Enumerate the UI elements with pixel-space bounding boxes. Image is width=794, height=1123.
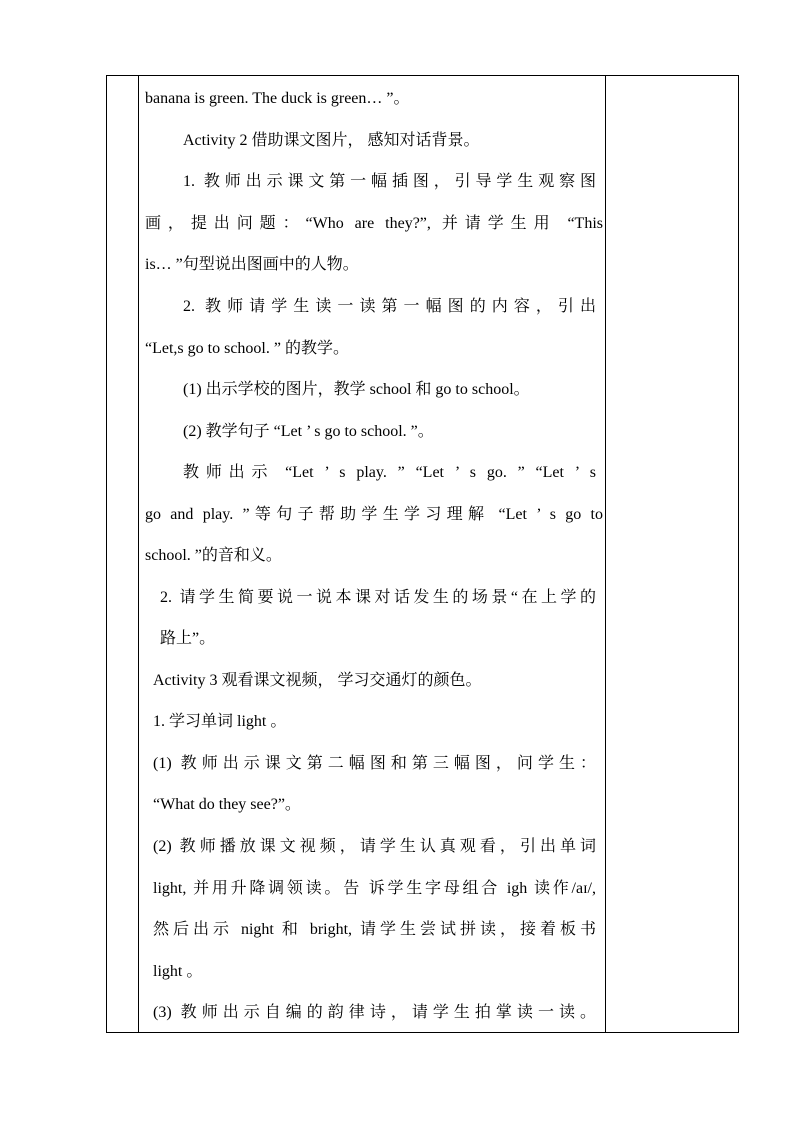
- column-divider-2: [605, 75, 606, 1033]
- text-line: go and play. ”等句子帮助学生学习理解 “Let ’ s go to: [145, 506, 603, 523]
- text-line: banana is green. The duck is green… ”。: [145, 90, 410, 107]
- text-line: (1) 教师出示课文第二幅图和第三幅图，问学生：: [153, 755, 596, 772]
- text-line: 教师出示 “Let ’ s play. ” “Let ’ s go. ” “Let ’ s: [183, 464, 596, 481]
- text-line: (3) 教师出示自编的韵律诗，请学生拍掌读一读。: [153, 1004, 596, 1021]
- text-line: 1. 学习单词 light 。: [153, 713, 287, 730]
- table-right-border: [738, 75, 739, 1033]
- text-line: 1. 教师出示课文第一幅插图，引导学生观察图: [183, 173, 596, 190]
- text-line: light 。: [153, 963, 203, 980]
- activity-heading: Activity 3 观看课文视频， 学习交通灯的颜色。: [153, 672, 482, 689]
- table-bottom-border: [106, 1032, 739, 1033]
- lesson-table: [106, 75, 739, 1033]
- text-line: (2) 教师播放课文视频，请学生认真观看，引出单词: [153, 838, 596, 855]
- text-line: is… ”句型说出图画中的人物。: [145, 256, 359, 273]
- text-line: 然后出示 night 和 bright, 请学生尝试拼读，接着板书: [153, 921, 596, 938]
- text-line: light, 并用升降调领读。告 诉学生字母组合 igh 读作/aɪ/,: [153, 880, 596, 897]
- text-line: 画，提出问题：“Who are they?”, 并请学生用 “This: [145, 215, 603, 232]
- text-line: (1) 出示学校的图片，教学 school 和 go to school。: [183, 381, 530, 398]
- text-line: 2. 教师请学生读一读第一幅图的内容，引出: [183, 298, 596, 315]
- text-line: “Let,s go to school. ” 的教学。: [145, 340, 349, 357]
- table-left-border: [106, 75, 107, 1033]
- text-line: school. ”的音和义。: [145, 547, 282, 564]
- text-line: 2. 请学生简要说一说本课对话发生的场景“在上学的: [160, 589, 596, 606]
- text-line: 路上”。: [160, 630, 216, 647]
- table-top-border: [106, 75, 739, 76]
- text-line: “What do they see?”。: [153, 796, 301, 813]
- activity-heading: Activity 2 借助课文图片， 感知对话背景。: [183, 132, 480, 149]
- column-divider-1: [138, 75, 139, 1033]
- text-line: (2) 教学句子 “Let ’ s go to school. ”。: [183, 423, 434, 440]
